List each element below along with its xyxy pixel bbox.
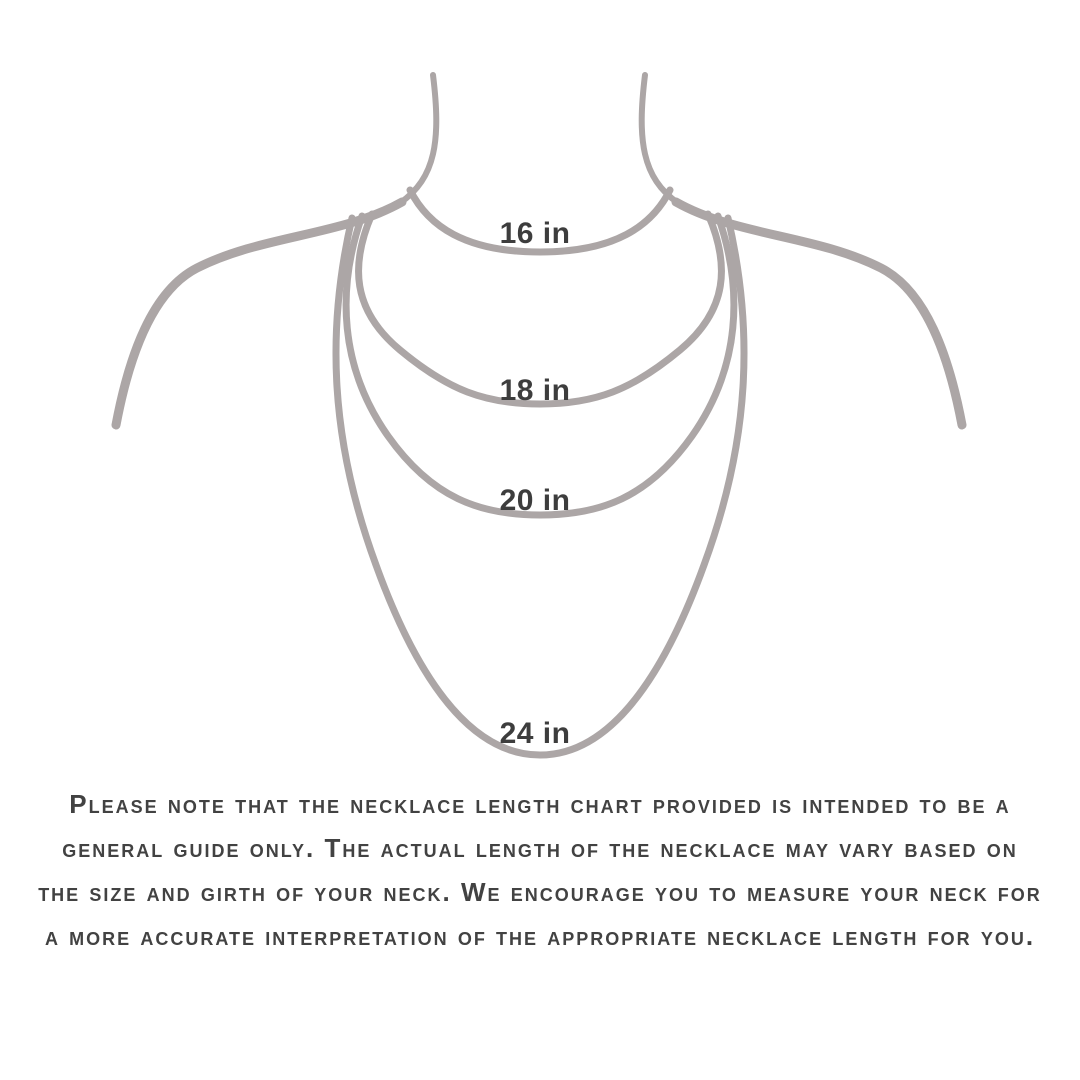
neck-line-right [642,75,678,203]
necklace-label-24in: 24 in [499,717,571,750]
necklace-label-18in: 18 in [499,374,571,407]
necklace-label-20in: 20 in [499,484,571,517]
necklace-curve-20in [346,216,734,515]
silhouette-lines [116,75,962,755]
neck-line-left [400,75,436,203]
disclaimer-text: Please note that the necklace length chart provided is intended to be a general guide only. The actual length of the necklace may vary based on the size and girth of your neck. We encourage you to measure your neck for a more accurate interpretation of the appropriate necklace length for you. [38,789,1042,951]
necklace-label-16in: 16 in [499,217,571,250]
